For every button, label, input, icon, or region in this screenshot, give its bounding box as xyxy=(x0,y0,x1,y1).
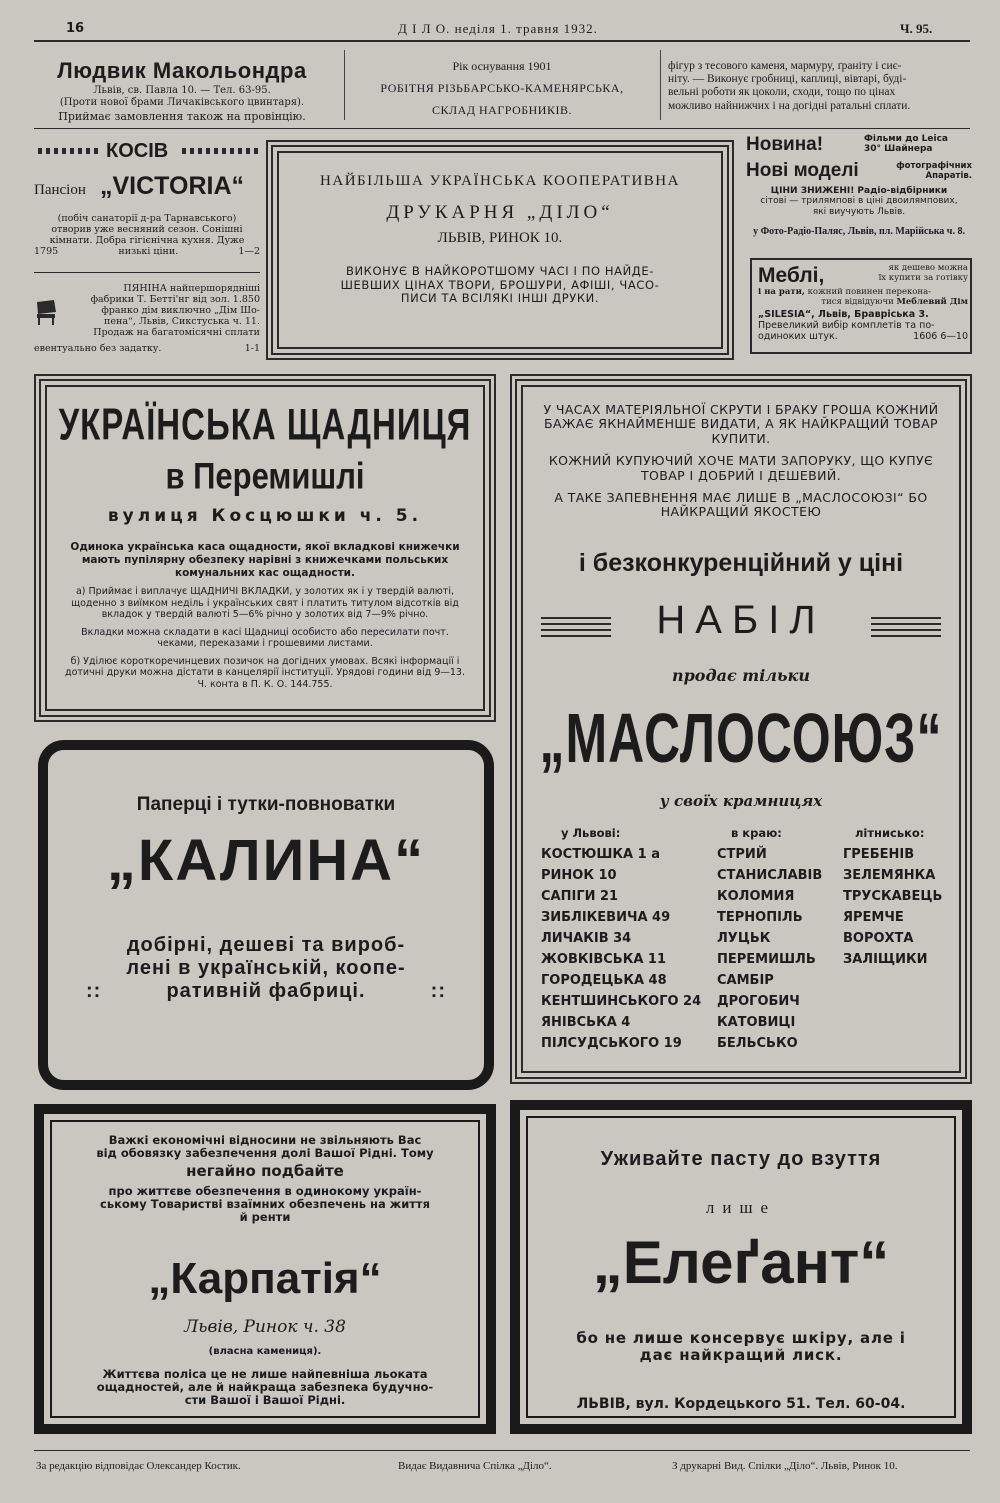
footer-printer: З друкарні Вид. Спілки „Діло“. Львів, Ринок 10. xyxy=(672,1460,898,1472)
furniture-line: одиноких штук. xyxy=(758,330,838,342)
karpatia-line: ському Товаристві взаїмних обезпечень на життя xyxy=(100,1196,430,1211)
piano-text xyxy=(62,284,260,339)
piano-line: франко дім виключно „Дім Шо- xyxy=(101,304,260,316)
novyna-side xyxy=(864,134,948,155)
dilo-press-line: ПИСИ ТА ВСІЛЯКІ ІНШІ ДРУКИ. xyxy=(400,290,600,305)
piano-line: ПЯНІНА найпершорядніші xyxy=(123,283,260,294)
list-item: РИНОК 10 xyxy=(541,868,617,884)
ad-piano xyxy=(34,284,260,360)
furniture-line: Превеликий вибір комплетів та по- xyxy=(758,319,935,331)
issue-number: Ч. 95. xyxy=(900,21,933,36)
kalyna-mark: :: xyxy=(86,980,102,1002)
ad-novyna xyxy=(746,134,972,244)
victoria-line: кімнати. Добра гігієнічна кухня. Дуже xyxy=(49,234,245,246)
kalyna-line: лені в українській, коопе- xyxy=(126,957,406,979)
list-item: ЛУЦЬК xyxy=(717,931,771,947)
ad-workshop xyxy=(352,60,652,117)
novyna-side-line: фотографічних xyxy=(896,161,972,171)
ad-maslosoyuz xyxy=(510,374,972,1084)
row-rule xyxy=(34,272,260,273)
ad-victoria xyxy=(34,140,260,264)
dilo-press-line: ВИКОНУЄ В НАЙКОРОТШОМУ ЧАСІ І ПО НАЙДЕ- xyxy=(345,264,655,279)
karpatia-intro xyxy=(52,1134,478,1224)
novyna-line: ЦІНИ ЗНИЖЕНІ! Радіо-відбірники xyxy=(770,186,948,196)
furniture-side-line: кожний повинен перекона- xyxy=(807,287,932,297)
ad-elegant xyxy=(510,1100,972,1434)
kalyna-line: добірні, дешеві та вироб- xyxy=(126,934,406,956)
list-item: ВОРОХТА xyxy=(843,931,914,947)
victoria-name: „VICTORIA“ xyxy=(100,172,244,200)
novyna-title: Новина! xyxy=(746,134,824,155)
maslo-col-resorts xyxy=(843,827,953,970)
list-item: КОСТЮШКА 1 а xyxy=(541,847,660,863)
footer-editor: За редакцію відповідає Олександер Костик. xyxy=(36,1460,241,1472)
ad-savings-bank xyxy=(34,374,496,722)
furniture-mid xyxy=(758,288,968,308)
novyna-text xyxy=(746,186,972,217)
list-item: СТАНИСЛАВІВ xyxy=(717,868,823,884)
furniture-side-line: їх купити за готівку xyxy=(878,272,968,283)
makolondra-address: Львів, св. Павла 10. — Тел. 63-95. xyxy=(93,85,271,97)
karpatia-line: Важкі економічні відносини не звільняють Вас xyxy=(108,1133,422,1147)
list-item: ПІЛСУДСЬКОГО 19 xyxy=(541,1036,682,1052)
maslo-col-head: в краю: xyxy=(731,826,782,840)
maslo-p3: А ТАКЕ ЗАПЕВНЕННЯ МАЄ ЛИШЕ В „МАСЛОСОЮЗІ“ БО НАЙКРАЩИЙ ЯКОСТЕЮ xyxy=(554,489,928,520)
kalyna-footer xyxy=(48,980,484,1003)
savings-street: вулиця Косцюшки ч. 5. xyxy=(107,505,423,526)
elegant-line: дає найкращий лиск. xyxy=(639,1346,843,1365)
row-rule xyxy=(34,128,970,129)
savings-city: в Перемишлі xyxy=(165,454,365,497)
novyna-side-line: Апаратів. xyxy=(925,170,972,181)
list-item: КЕНТШИНСЬКОГО 24 xyxy=(541,994,702,1010)
piano-icon xyxy=(34,298,58,326)
furniture-side-line: і на рати, xyxy=(758,287,805,297)
karpatia-line: від обовязку забезпечення долі Вашої Рідні. Тому xyxy=(96,1146,434,1161)
karpatia-inner xyxy=(50,1120,480,1418)
list-item: ДРОГОБИЧ xyxy=(717,994,800,1010)
dilo-press-address: ЛЬВІВ, РИНОК 10. xyxy=(437,230,563,247)
list-item: ЗИБЛІКЕВИЧА 49 xyxy=(541,910,671,926)
novyna-address: у Фото-Радіо-Паляс, Львів, пл. Марійська ч. 8. xyxy=(753,226,965,237)
victoria-line: низькі ціни. xyxy=(118,245,179,257)
savings-p2: а) Приймає і виплачує ЩАДНИЧІ ВКЛАДКИ, у золотих як і у твердій валюті, щоденно з виїмком неділь і українських свят і платить титулом відсотків від вкладок у твердій валюті 5—6% річно у золотих від 7—9% річно. xyxy=(71,586,459,620)
furniture-text xyxy=(758,310,968,343)
divider xyxy=(660,50,661,120)
makolondra-name: Людвик Макольондра xyxy=(57,58,307,83)
ornament xyxy=(38,148,98,154)
novyna-line: які виучують Львів. xyxy=(812,206,906,217)
elegant-text xyxy=(528,1330,954,1365)
elegant-line: бо не лише консервує шкіру, але і xyxy=(576,1329,906,1347)
list-item: КАТОВИЦІ xyxy=(717,1015,796,1031)
workshop-text-line: можливо найнижчих і на догідні ратальні сплати. xyxy=(668,99,911,112)
list-item: СТРИЙ xyxy=(717,847,767,863)
list-item: ТРУСКАВЕЦЬ xyxy=(843,889,943,905)
maslo-intro xyxy=(537,403,945,520)
victoria-text xyxy=(34,214,260,258)
page-number: 16 xyxy=(66,21,85,36)
list-item: КОЛОМИЯ xyxy=(717,889,795,905)
ornament xyxy=(182,148,258,154)
ad-furniture xyxy=(750,258,972,354)
karpatia-line: Життєва поліса це не лише найпевніша льоката xyxy=(102,1367,428,1381)
novyna-side-line: 30° Шайнера xyxy=(864,144,933,155)
ornament xyxy=(871,617,941,637)
list-item: ЖОВКІВСЬКА 11 xyxy=(541,952,666,968)
furniture-title: Меблі, xyxy=(758,264,825,287)
dilo-press-line: ШЕВШИХ ЦІНАХ ТВОРИ, БРОШУРИ, АФІШІ, ЧАСО- xyxy=(340,277,660,292)
dilo-press-line1: НАЙБІЛЬША УКРАЇНСЬКА КООПЕРАТИВНА xyxy=(320,173,680,189)
maslo-in-shops: у своїх крамницях xyxy=(659,792,823,810)
kalyna-mark: :: xyxy=(430,980,446,1002)
elegant-line1: Уживайте пасту до взуття xyxy=(600,1148,882,1170)
maslo-p4: і безконкуренційний у ціні xyxy=(578,549,904,577)
savings-content xyxy=(41,399,489,526)
workshop-line1: РОБІТНЯ РІЗЬБАРСЬКО-КАМЕНЯРСЬКА, xyxy=(380,80,624,95)
list-item: ГОРОДЕЦЬКА 48 xyxy=(541,973,667,989)
dilo-press-name: ДРУКАРНЯ „ДІЛО“ xyxy=(386,202,614,224)
furniture-footer xyxy=(758,332,968,343)
list-item: ЯРЕМЧЕ xyxy=(843,910,904,926)
list-item: САМБІР xyxy=(717,973,774,989)
victoria-town: КОСІВ xyxy=(106,140,169,162)
karpatia-line: ощадностей, але й найкраща забезпека будучно- xyxy=(96,1380,434,1395)
newspaper-title: Д І Л О. неділя 1. травня 1932. xyxy=(398,21,598,36)
workshop-text xyxy=(668,60,972,113)
kalyna-brand: „КАЛИНА“ xyxy=(106,828,426,893)
savings-title: УКРАЇНСЬКА ЩАДНИЦЯ xyxy=(58,399,472,449)
list-item: ЯНІВСЬКА 4 xyxy=(541,1015,631,1031)
victoria-pension-label: Пансіон xyxy=(34,182,86,198)
furniture-side-line: Меблевий Дім xyxy=(896,296,968,307)
workshop-founded: Рік оснування 1901 xyxy=(452,59,552,73)
victoria-footer xyxy=(34,247,260,258)
furniture-ref: 1606 6—10 xyxy=(913,330,968,342)
piano-line: Продаж на багатомісячні сплати xyxy=(93,326,260,338)
maslo-p2: КОЖНИЙ КУПУЮЧИЙ ХОЧЕ МАТИ ЗАПОРУКУ, ЩО КУПУЄ ТОВАР І ДОБРИЙ І ДЕШЕВИЙ. xyxy=(548,453,934,483)
maslo-col-region xyxy=(717,827,837,1054)
savings-p4: б) Уділює короткоречинцевих позичок на догідних умовах. Всякі інформації і дотичні друки можна дістати в канцелярії інституції. Урядові години від 9—13. Ч. конта в П. К. О. 144.755. xyxy=(65,655,465,690)
piano-line: евентуально без задатку. xyxy=(34,343,162,354)
kalyna-text xyxy=(48,934,484,1003)
workshop-text-line: фігур з тесового каменя, мармуру, ґраніту і сиє- xyxy=(668,60,902,72)
maslo-product: НАБІЛ xyxy=(656,598,826,642)
dilo-press-text xyxy=(273,265,727,305)
list-item: САПІГИ 21 xyxy=(541,889,619,905)
savings-p3: Вкладки можна складати в касі Щадниці особисто або пересилати почт. чеками, переказами і грошевими листами. xyxy=(81,626,449,649)
dilo-press-content xyxy=(273,173,727,305)
maslo-brand: „МАСЛОСОЮЗ“ xyxy=(539,699,943,778)
novyna-side xyxy=(894,162,972,182)
piano-ref: 1-1 xyxy=(244,343,260,354)
ad-makolondra xyxy=(34,58,330,124)
elegant-brand: „Елеґант“ xyxy=(592,1229,890,1296)
makolondra-note: (Проти нової брами Личаківського цвинтаря). xyxy=(59,96,305,108)
furniture-side-line: як дешево можна xyxy=(888,263,968,273)
list-item: ГРЕБЕНІВ xyxy=(843,847,915,863)
workshop-line2: СКЛАД НАГРОБНИКІВ. xyxy=(432,102,572,117)
list-item: БЕЛЬСЬКО xyxy=(717,1036,798,1052)
ad-dilo-press xyxy=(266,140,734,360)
furniture-line: „SILESIA“, Львів, Бравріська 3. xyxy=(758,309,929,320)
workshop-text-line: ніту. — Виконує гробниці, каплиці, вівтарі, буді- xyxy=(668,73,907,86)
ad-kalyna xyxy=(38,740,494,1090)
footer-publisher: Видає Видавнича Спілка „Діло“. xyxy=(398,1460,552,1472)
maslo-p1: У ЧАСАХ МАТЕРІЯЛЬНОЇ СКРУТИ І БРАКУ ГРОША КОЖНИЙ БАЖАЄ ЯКНАЙМЕНШЕ ВИДАТИ, А ЯК НАЙКРАЩИЙ ТОВАР КУПИТИ. xyxy=(543,402,939,446)
kalyna-line: ративній фабриці. xyxy=(166,980,366,1002)
karpatia-own: (власна камениця). xyxy=(208,1346,322,1357)
piano-footer xyxy=(34,344,260,355)
elegant-only: лише xyxy=(705,1198,777,1217)
novyna-line: сітові — трилямпові в ціні двоилямпових, xyxy=(760,196,958,207)
victoria-line: (побіч санаторії д-ра Тарнавського) xyxy=(57,213,237,224)
maslo-sells: продає тільки xyxy=(671,666,811,685)
kalyna-top: Паперці і тутки-повноватки xyxy=(136,794,396,815)
divider xyxy=(344,50,345,120)
karpatia-line: сти Вашої і Вашої Рідні. xyxy=(184,1393,346,1408)
list-item: ПЕРЕМИШЛЬ xyxy=(717,952,816,968)
ad-karpatia xyxy=(34,1104,496,1434)
makolondra-orders: Приймає замовлення також на провінцію. xyxy=(58,110,306,124)
maslo-col-lviv xyxy=(541,827,711,1054)
furniture-side-line: тися відвідуючи xyxy=(821,296,894,307)
karpatia-line: й ренти xyxy=(239,1210,291,1225)
header-rule xyxy=(34,40,970,42)
list-item: ЛИЧАКІВ 34 xyxy=(541,931,632,947)
savings-text xyxy=(63,541,467,690)
footer-rule xyxy=(34,1450,970,1451)
list-item: ЗАЛІЩИКИ xyxy=(843,952,928,968)
maslo-col-head: літнисько: xyxy=(855,826,925,840)
savings-p1: Одинока українська каса ощадности, якої вкладкові книжечки мають пупілярну обезпеку нарівні з книжечками польських комунальних кас ощадности. xyxy=(70,541,460,579)
list-item: ЗЕЛЕМЯНКА xyxy=(843,868,936,884)
karpatia-brand: „Карпатія“ xyxy=(148,1254,382,1303)
novyna-side-line: Фільми до Leica xyxy=(864,134,949,144)
furniture-side xyxy=(840,264,968,284)
victoria-line: отворив уже весняний сезон. Сонішні xyxy=(51,223,243,235)
piano-line: пена“, Львів, Сикстуська ч. 11. xyxy=(104,315,260,327)
piano-line: фабрики Т. Бетті'нг від зол. 1.850 xyxy=(90,293,260,305)
list-item: ТЕРНОПІЛЬ xyxy=(717,910,803,926)
karpatia-line: негайно подбайте xyxy=(186,1162,344,1181)
victoria-ref: 1—2 xyxy=(238,245,260,257)
elegant-address: ЛЬВІВ, вул. Кордецького 51. Тел. 60-04. xyxy=(576,1396,906,1412)
victoria-ref: 1795 xyxy=(34,245,59,257)
novyna-title2: Нові моделі xyxy=(746,160,859,181)
maslo-col-head: у Львові: xyxy=(561,826,621,840)
karpatia-footer-text xyxy=(52,1368,478,1408)
workshop-text-line: вельні роботи як цоколи, сходи, тощо по цінах xyxy=(668,86,896,99)
karpatia-address: Львів, Ринок ч. 38 xyxy=(184,1317,346,1337)
elegant-inner xyxy=(526,1116,956,1418)
karpatia-line: про життєве обезпечення в одинокому україн- xyxy=(108,1183,422,1198)
